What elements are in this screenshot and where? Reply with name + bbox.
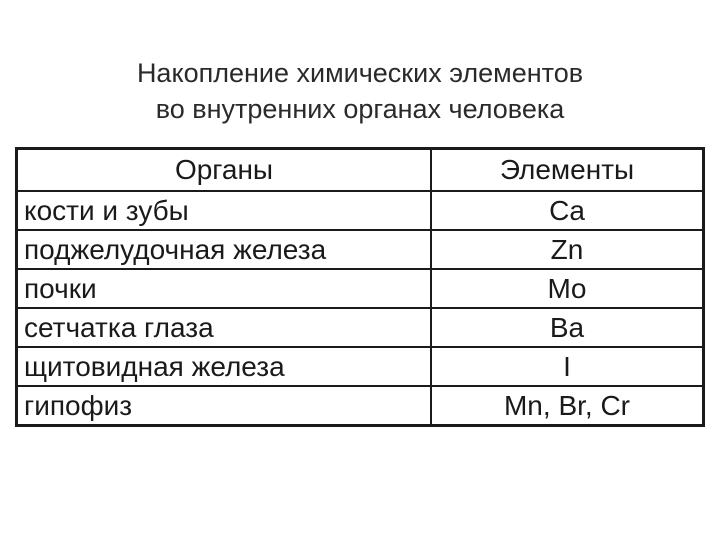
table-header [17,149,704,192]
header-organs: Органы [17,149,432,192]
table-row [17,386,704,426]
organ-cell: гипофиз [17,386,432,426]
element-cell: Ba [431,308,704,347]
table-row [17,347,704,386]
slide-title [0,55,720,127]
element-cell: I [431,347,704,386]
element-cell: Mn, Br, Cr [431,386,704,426]
title-line-1: Накопление химических элементов [136,58,584,88]
table-row [17,308,704,347]
table-row [17,230,704,269]
table-row [17,269,704,308]
organ-cell: почки [17,269,432,308]
organ-cell: сетчатка глаза [17,308,432,347]
organ-cell: кости и зубы [17,191,432,230]
header-elements: Элементы [431,149,704,192]
organs-elements-table [15,147,705,427]
organ-cell: поджелудочная железа [17,230,432,269]
title-line-2: во внутренних органах человека [155,94,565,124]
header-row [17,149,704,192]
element-cell: Zn [431,230,704,269]
table-body [17,191,704,426]
organ-cell: щитовидная железа [17,347,432,386]
table-row [17,191,704,230]
element-cell: Ca [431,191,704,230]
element-cell: Mo [431,269,704,308]
